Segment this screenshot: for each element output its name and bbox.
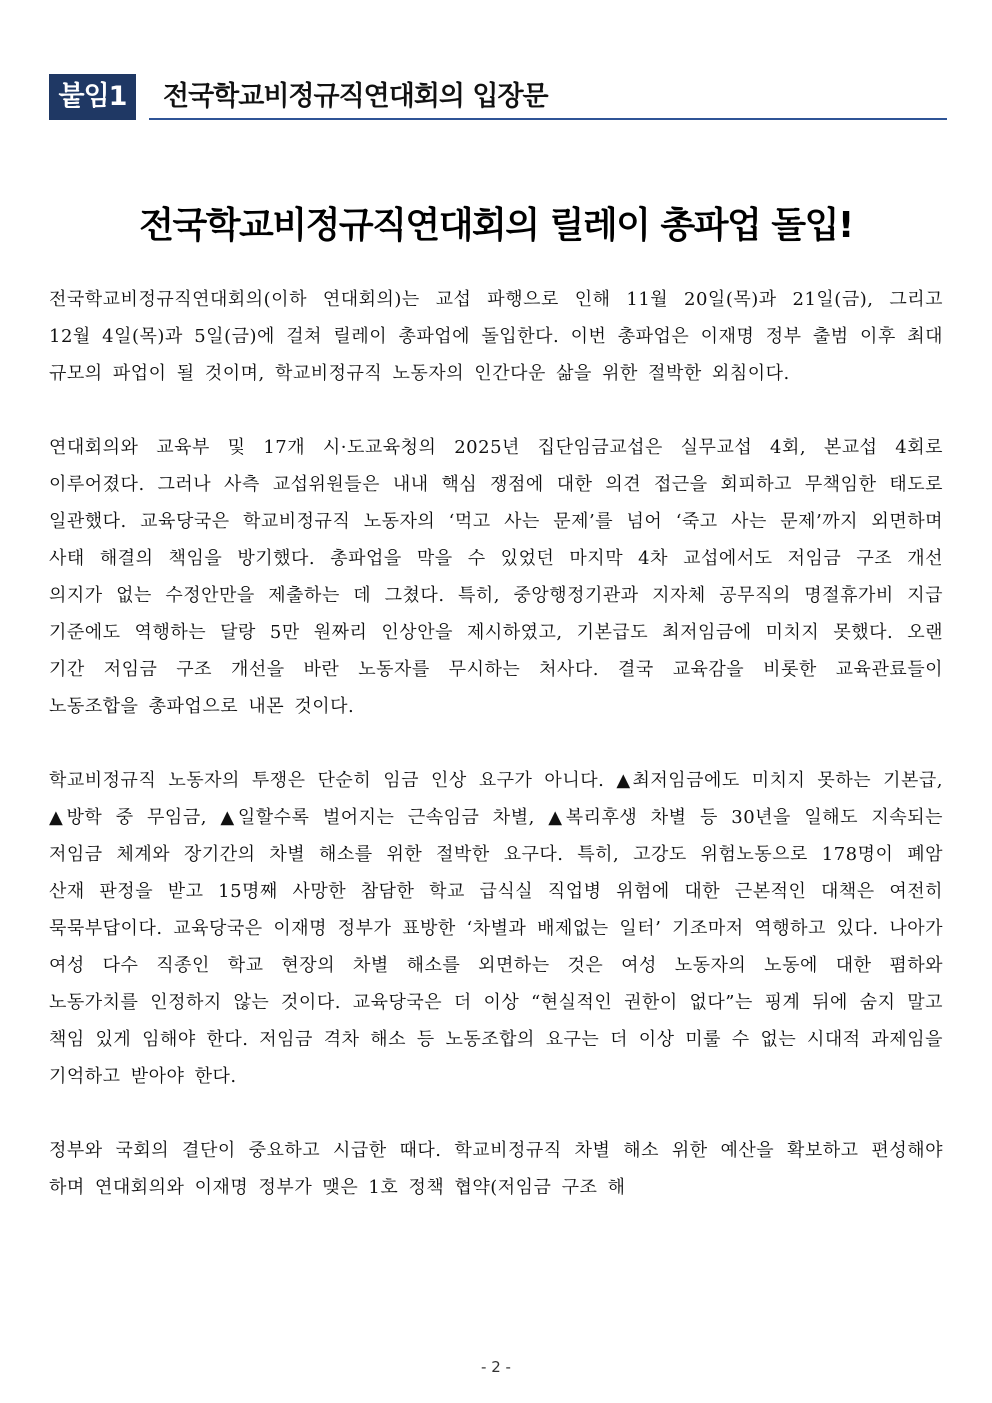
header-divider <box>149 118 947 120</box>
section-header <box>49 74 947 120</box>
page-number: - 2 - <box>481 1358 511 1376</box>
section-title: 전국학교비정규직연대회의 입장문 <box>163 81 548 112</box>
document-body <box>49 281 943 1243</box>
paragraph-4: 정부와 국회의 결단이 중요하고 시급한 때다. 학교비정규직 차별 해소 위한 예산을 확보하고 편성해야 하며 연대회의와 이재명 정부가 맺은 1호 정책 협약(저임금 구조 해 <box>49 1140 943 1198</box>
paragraph-3: 학교비정규직 노동자의 투쟁은 단순히 임금 인상 요구가 아니다. ▲최저임금에도 미치지 못하는 기본급, ▲방학 중 무임금, ▲일할수록 벌어지는 근속임금 차별, ▲복리후생 차별 등 30년을 일해도 지속되는 저임금 체계와 장기간의 차별 해소를 위한 절박한 요구다. 특히, 고강도 위험노동으로 178명이 폐암 산재 판정을 받고 15명째 사망한 참담한 학교 급식실 직업병 위험에 대한 근본적인 대책은 여전히 묵묵부답이다. 교육당국은 이재명 정부가 표방한 ‘차별과 배제없는 일터’ 기조마저 역행하고 있다. 나아가 여성 다수 직종인 학교 현장의 차별 해소를 외면하는 것은 여성 노동자의 노동에 대한 폄하와 노동가치를 인정하지 않는 것이다. 교육당국은 더 이상 “현실적인 권한이 없다”는 핑계 뒤에 숨지 말고 책임 있게 임해야 한다. 저임금 격차 해소 등 노동조합의 요구는 더 이상 미룰 수 없는 시대적 과제임을 기억하고 받아야 한다. <box>49 770 943 1087</box>
paragraph-1: 전국학교비정규직연대회의(이하 연대회의)는 교섭 파행으로 인해 11월 20일(목)과 21일(금), 그리고 12월 4일(목)과 5일(금)에 걸쳐 릴레이 총파업에 돌입한다. 이번 총파업은 이재명 정부 출범 이후 최대 규모의 파업이 될 것이며, 학교비정규직 노동자의 인간다운 삶을 위한 절박한 외침이다. <box>49 289 943 384</box>
paragraph-2: 연대회의와 교육부 및 17개 시·도교육청의 2025년 집단임금교섭은 실무교섭 4회, 본교섭 4회로 이루어졌다. 그러나 사측 교섭위원들은 내내 핵심 쟁점에 대한 의견 접근을 회피하고 무책임한 태도로 일관했다. 교육당국은 학교비정규직 노동자의 ‘먹고 사는 문제’를 넘어 ‘죽고 사는 문제’까지 외면하며 사태 해결의 책임을 방기했다. 총파업을 막을 수 있었던 마지막 4차 교섭에서도 저임금 구조 개선 의지가 없는 수정안만을 제출하는 데 그쳤다. 특히, 중앙행정기관과 지자체 공무직의 명절휴가비 지급 기준에도 역행하는 달랑 5만 원짜리 인상안을 제시하였고, 기본급도 최저임금에 미치지 못했다. 오랜 기간 저임금 구조 개선을 바란 노동자를 무시하는 처사다. 결국 교육감을 비롯한 교육관료들이 노동조합을 총파업으로 내몬 것이다. <box>49 437 943 717</box>
document-title: 전국학교비정규직연대회의 릴레이 총파업 돌입! <box>139 205 853 247</box>
attachment-badge: 붙임1 <box>49 74 136 120</box>
